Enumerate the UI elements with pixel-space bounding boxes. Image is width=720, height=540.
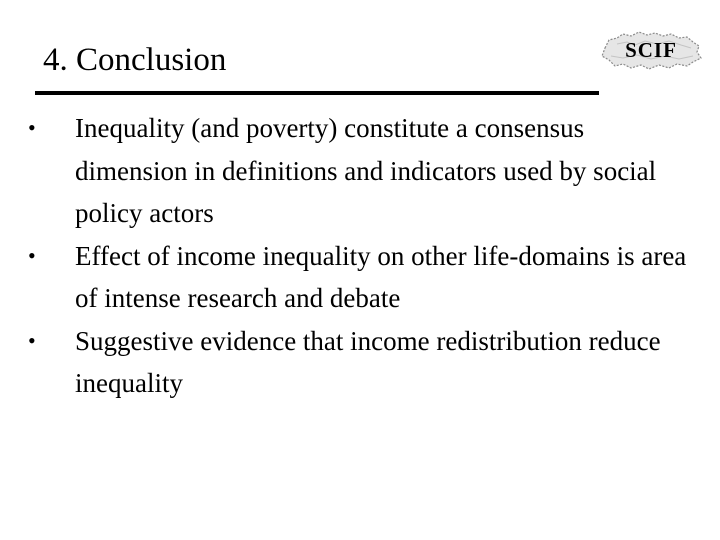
bullet-item	[0, 235, 695, 320]
bullet-text: Effect of income inequality on other life-domains is area of intense research and debate	[75, 240, 687, 313]
scif-logo	[597, 28, 705, 72]
bullet-text: Suggestive evidence that income redistribution reduce inequality	[75, 325, 661, 398]
slide-title: 4. Conclusion	[43, 42, 227, 78]
bullet-list	[0, 107, 720, 405]
bullet-text: Inequality (and poverty) constitute a consensus dimension in definitions and indicators used by social policy actors	[75, 113, 657, 228]
title-underline	[35, 91, 599, 95]
bullet-icon: •	[28, 242, 36, 268]
bullet-item	[0, 107, 695, 235]
bullet-icon: •	[28, 115, 36, 140]
bullet-item	[0, 320, 695, 405]
bullet-icon: •	[28, 327, 36, 353]
logo-text: SCIF	[625, 37, 677, 62]
